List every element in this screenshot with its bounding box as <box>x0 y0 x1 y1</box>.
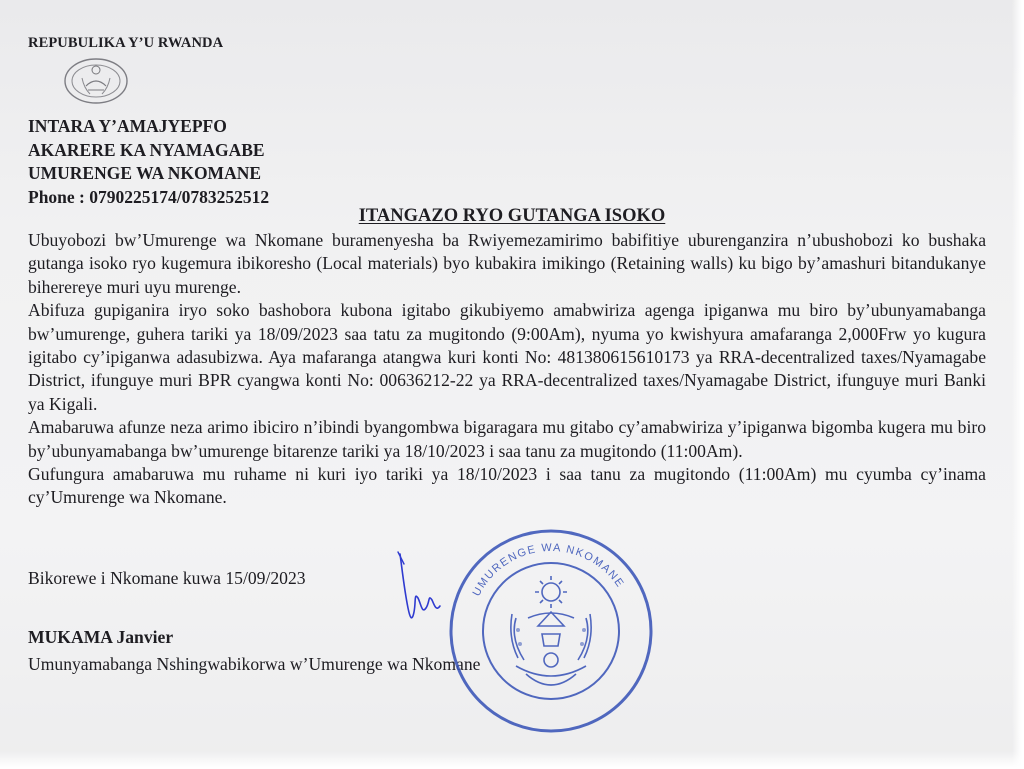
stamp-ring-text: UMURENGE WA NKOMANE <box>470 541 627 599</box>
province-line: INTARA Y’AMAJYEPFO <box>28 116 227 136</box>
paragraph: Amabaruwa afunze neza arimo ibiciro n’ibindi byangombwa bigaragara mu gitabo cy’amabwiriza y’ipiganwa bigomba kugera mu biro by’ubunyamabanga bw’umurenge bitarenze tariki ya 18/10/2023 i saa tanu za mugitondo (11:00Am). <box>28 417 986 461</box>
district-line: AKARERE KA NYAMAGABE <box>28 139 265 160</box>
document-title: ITANGAZO RYO GUTANGA ISOKO <box>358 206 666 226</box>
republic-heading: REPUBULIKA Y’U RWANDA <box>28 35 224 51</box>
page-edge <box>1012 0 1024 769</box>
page-edge <box>0 751 1024 769</box>
signer-role: Umunyamabanga Nshingwabikorwa w’Umurenge wa Nkomane <box>28 654 481 674</box>
paragraph: Abifuza gupiganira iryo soko bashobora kubona igitabo gikubiyemo amabwiriza agenga ipiganwa mu biro by’ubunyamabanga bw’umurenge, guhera tariki ya 18/09/2023 saa tatu za mugitondo (9:00Am), nyuma yo kwishyura amafaranga 2,000Frw yo kugura igitabo cy’ipiganwa adasubizwa. Aya mafaranga atangwa kuri konti No: 481380615610173 ya RRA-decentralized taxes/Nyamagabe District, ifunguye muri BPR cyangwa konti No: 00636212-22 ya RRA-decentralized taxes/Nyamagabe District, ifunguye muri Banki ya Kigali. <box>28 300 986 414</box>
announcement-body <box>28 229 986 510</box>
official-stamp <box>446 526 656 736</box>
signer-name: MUKAMA Janvier <box>28 627 174 647</box>
place-date-line: Bikorewe i Nkomane kuwa 15/09/2023 <box>28 568 306 588</box>
administration-block <box>28 115 269 209</box>
paragraph: Ubuyobozi bw’Umurenge wa Nkomane buramenyesha ba Rwiyemezamirimo babifitiye uburenganzira n’ubushobozi ko bushaka gutanga isoko ryo kugemura ibikoresho (Local materials) byo kubakira imikingo (Retaining walls) ku bigo by’amashuri bitandukanye biherereye muri uyu murenge. <box>28 230 986 297</box>
paragraph: Gufungura amabaruwa mu ruhame ni kuri iyo tariki ya 18/10/2023 i saa tanu za mugitondo (11:00Am) mu cyumba cy’inama cy’Umurenge wa Nkomane. <box>28 464 986 508</box>
national-emblem-icon <box>62 56 130 106</box>
handwritten-signature <box>392 548 452 628</box>
sector-line: UMURENGE WA NKOMANE <box>28 163 262 183</box>
phone-line: Phone : 0790225174/0783252512 <box>28 186 270 207</box>
